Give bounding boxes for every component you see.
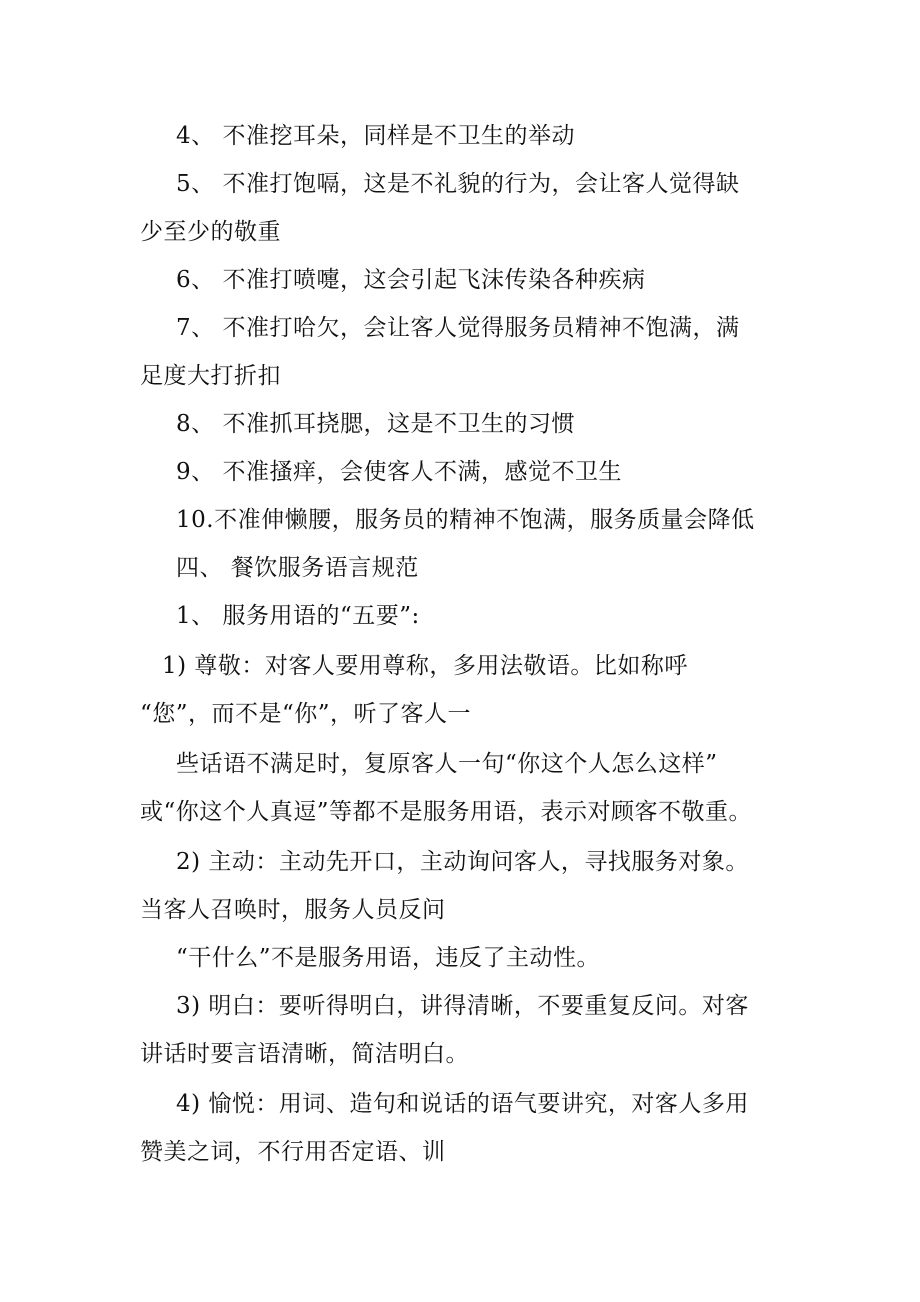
text-line-clarity-cont: 讲话时要言语清晰，简洁明白。 [140,1041,469,1067]
text-line-initiative-cont: 当客人召唤时，服务人员反问 [140,897,446,923]
text-line-rule-5: 5、 不准打饱嗝，这是不礼貌的行为，会让客人觉得缺 [176,171,740,197]
text-line-rule-9: 9、 不准搔痒，会使客人不满，感觉不卫生 [176,459,622,485]
text-line-initiative-cont-2: “干什么”不是服务用语，违反了主动性。 [176,945,601,971]
text-line-rule-4: 4、 不准挖耳朵，同样是不卫生的举动 [176,123,575,149]
text-line-clarity: 3) 明白：要听得明白，讲得清晰，不要重复反问。对客 [176,993,749,1019]
text-line-respect-cont-2: 些话语不满足时，复原客人一句“你这个人怎么这样” [176,751,718,777]
text-line-rule-7: 7、 不准打哈欠，会让客人觉得服务员精神不饱满，满 [176,315,740,341]
text-line-respect-cont-3: 或“你这个人真逗”等都不是服务用语，表示对顾客不敬重。 [140,799,753,825]
text-line-rule-7-cont: 足度大打折扣 [140,363,281,389]
text-line-respect: 1) 尊敬：对客人要用尊称，多用法敬语。比如称呼 [162,653,688,679]
text-line-rule-6: 6、 不准打喷嚏，这会引起飞沫传染各种疾病 [176,267,646,293]
section-heading-four: 四、 餐饮服务语言规范 [176,555,419,581]
text-line-initiative: 2) 主动：主动先开口，主动询问客人，寻找服务对象。 [176,849,749,875]
text-line-rule-8: 8、 不准抓耳挠腮，这是不卫生的习惯 [176,411,575,437]
text-line-rule-10: 10.不准伸懒腰，服务员的精神不饱满，服务质量会降低 [176,507,755,533]
text-line-pleasant: 4) 愉悦：用词、造句和说话的语气要讲究，对客人多用 [176,1091,749,1117]
text-line-respect-cont: “您”，而不是“你”，听了客人一 [140,701,472,727]
text-line-rule-5-cont: 少至少的敬重 [140,219,281,245]
text-line-five-musts: 1、 服务用语的“五要”: [176,603,420,629]
text-line-pleasant-cont: 赞美之词，不行用否定语、训 [140,1139,446,1165]
